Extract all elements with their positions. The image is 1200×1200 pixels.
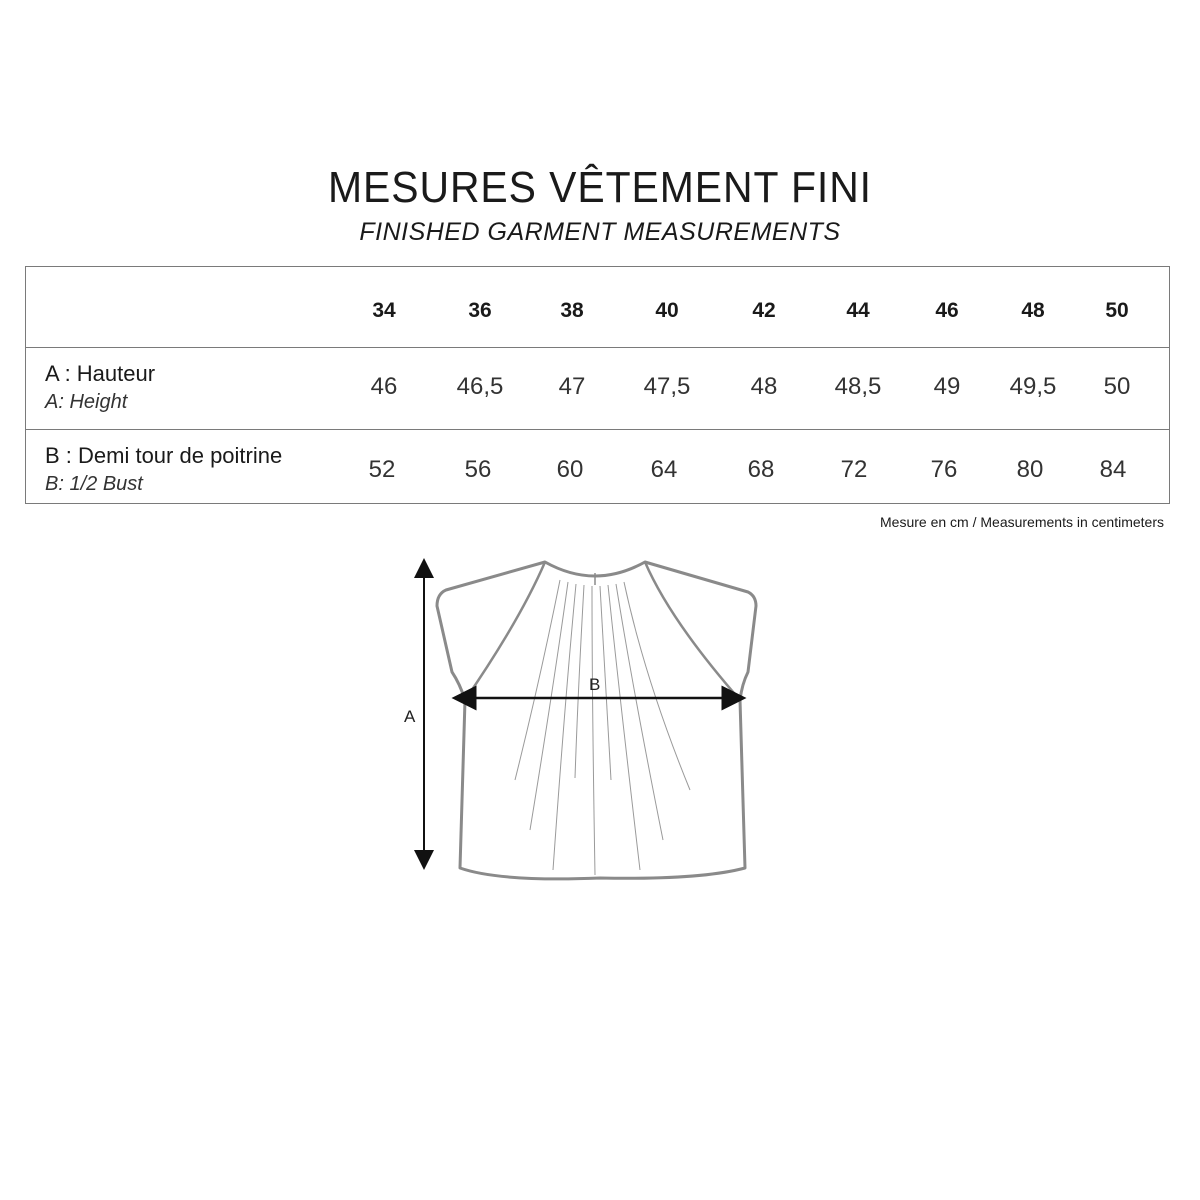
table-cell: 46 [370,373,398,400]
table-cell: 84 [1099,456,1127,483]
pleat-lines [515,580,690,875]
size-header: 46 [935,299,959,322]
table-divider [26,347,1169,348]
table-cell: 48,5 [834,373,882,400]
table-cell: 64 [650,456,678,483]
measurement-table [25,266,1170,504]
size-header: 40 [655,299,679,322]
row-label-bust: B : Demi tour de poitrine [45,443,283,468]
table-cell: 50 [1103,373,1131,400]
size-header: 36 [468,299,492,322]
size-header: 42 [752,299,776,322]
garment-outline [437,562,756,879]
size-header: 48 [1021,299,1045,322]
size-header: 38 [560,299,584,322]
table-cell: 72 [840,456,868,483]
row-label-height: A : Hauteur [45,361,156,386]
table-cell: 52 [368,456,396,483]
table-cell: 47 [558,373,586,400]
table-cell: 60 [556,456,584,483]
table-cell: 49,5 [1009,373,1057,400]
dimension-label-a: A [404,707,416,726]
page-subtitle: FINISHED GARMENT MEASUREMENTS [359,218,841,246]
dimension-label-b: B [589,675,601,694]
garment-diagram [390,550,790,890]
table-cell: 80 [1016,456,1044,483]
size-header: 34 [372,299,396,322]
table-cell: 76 [930,456,958,483]
table-cell: 56 [464,456,492,483]
table-cell: 48 [750,373,778,400]
table-cell: 47,5 [643,373,691,400]
size-header: 50 [1105,299,1129,322]
size-header: 44 [846,299,870,322]
table-divider [26,429,1169,430]
table-cell: 49 [933,373,961,400]
raglan-seam-right [645,562,740,700]
page-title: MESURES VÊTEMENT FINI [328,163,872,212]
row-sublabel-bust: B: 1/2 Bust [45,473,143,495]
row-sublabel-height: A: Height [45,391,128,413]
table-cell: 68 [747,456,775,483]
units-note: Mesure en cm / Measurements in centimeters [880,514,1164,530]
table-cell: 46,5 [456,373,504,400]
